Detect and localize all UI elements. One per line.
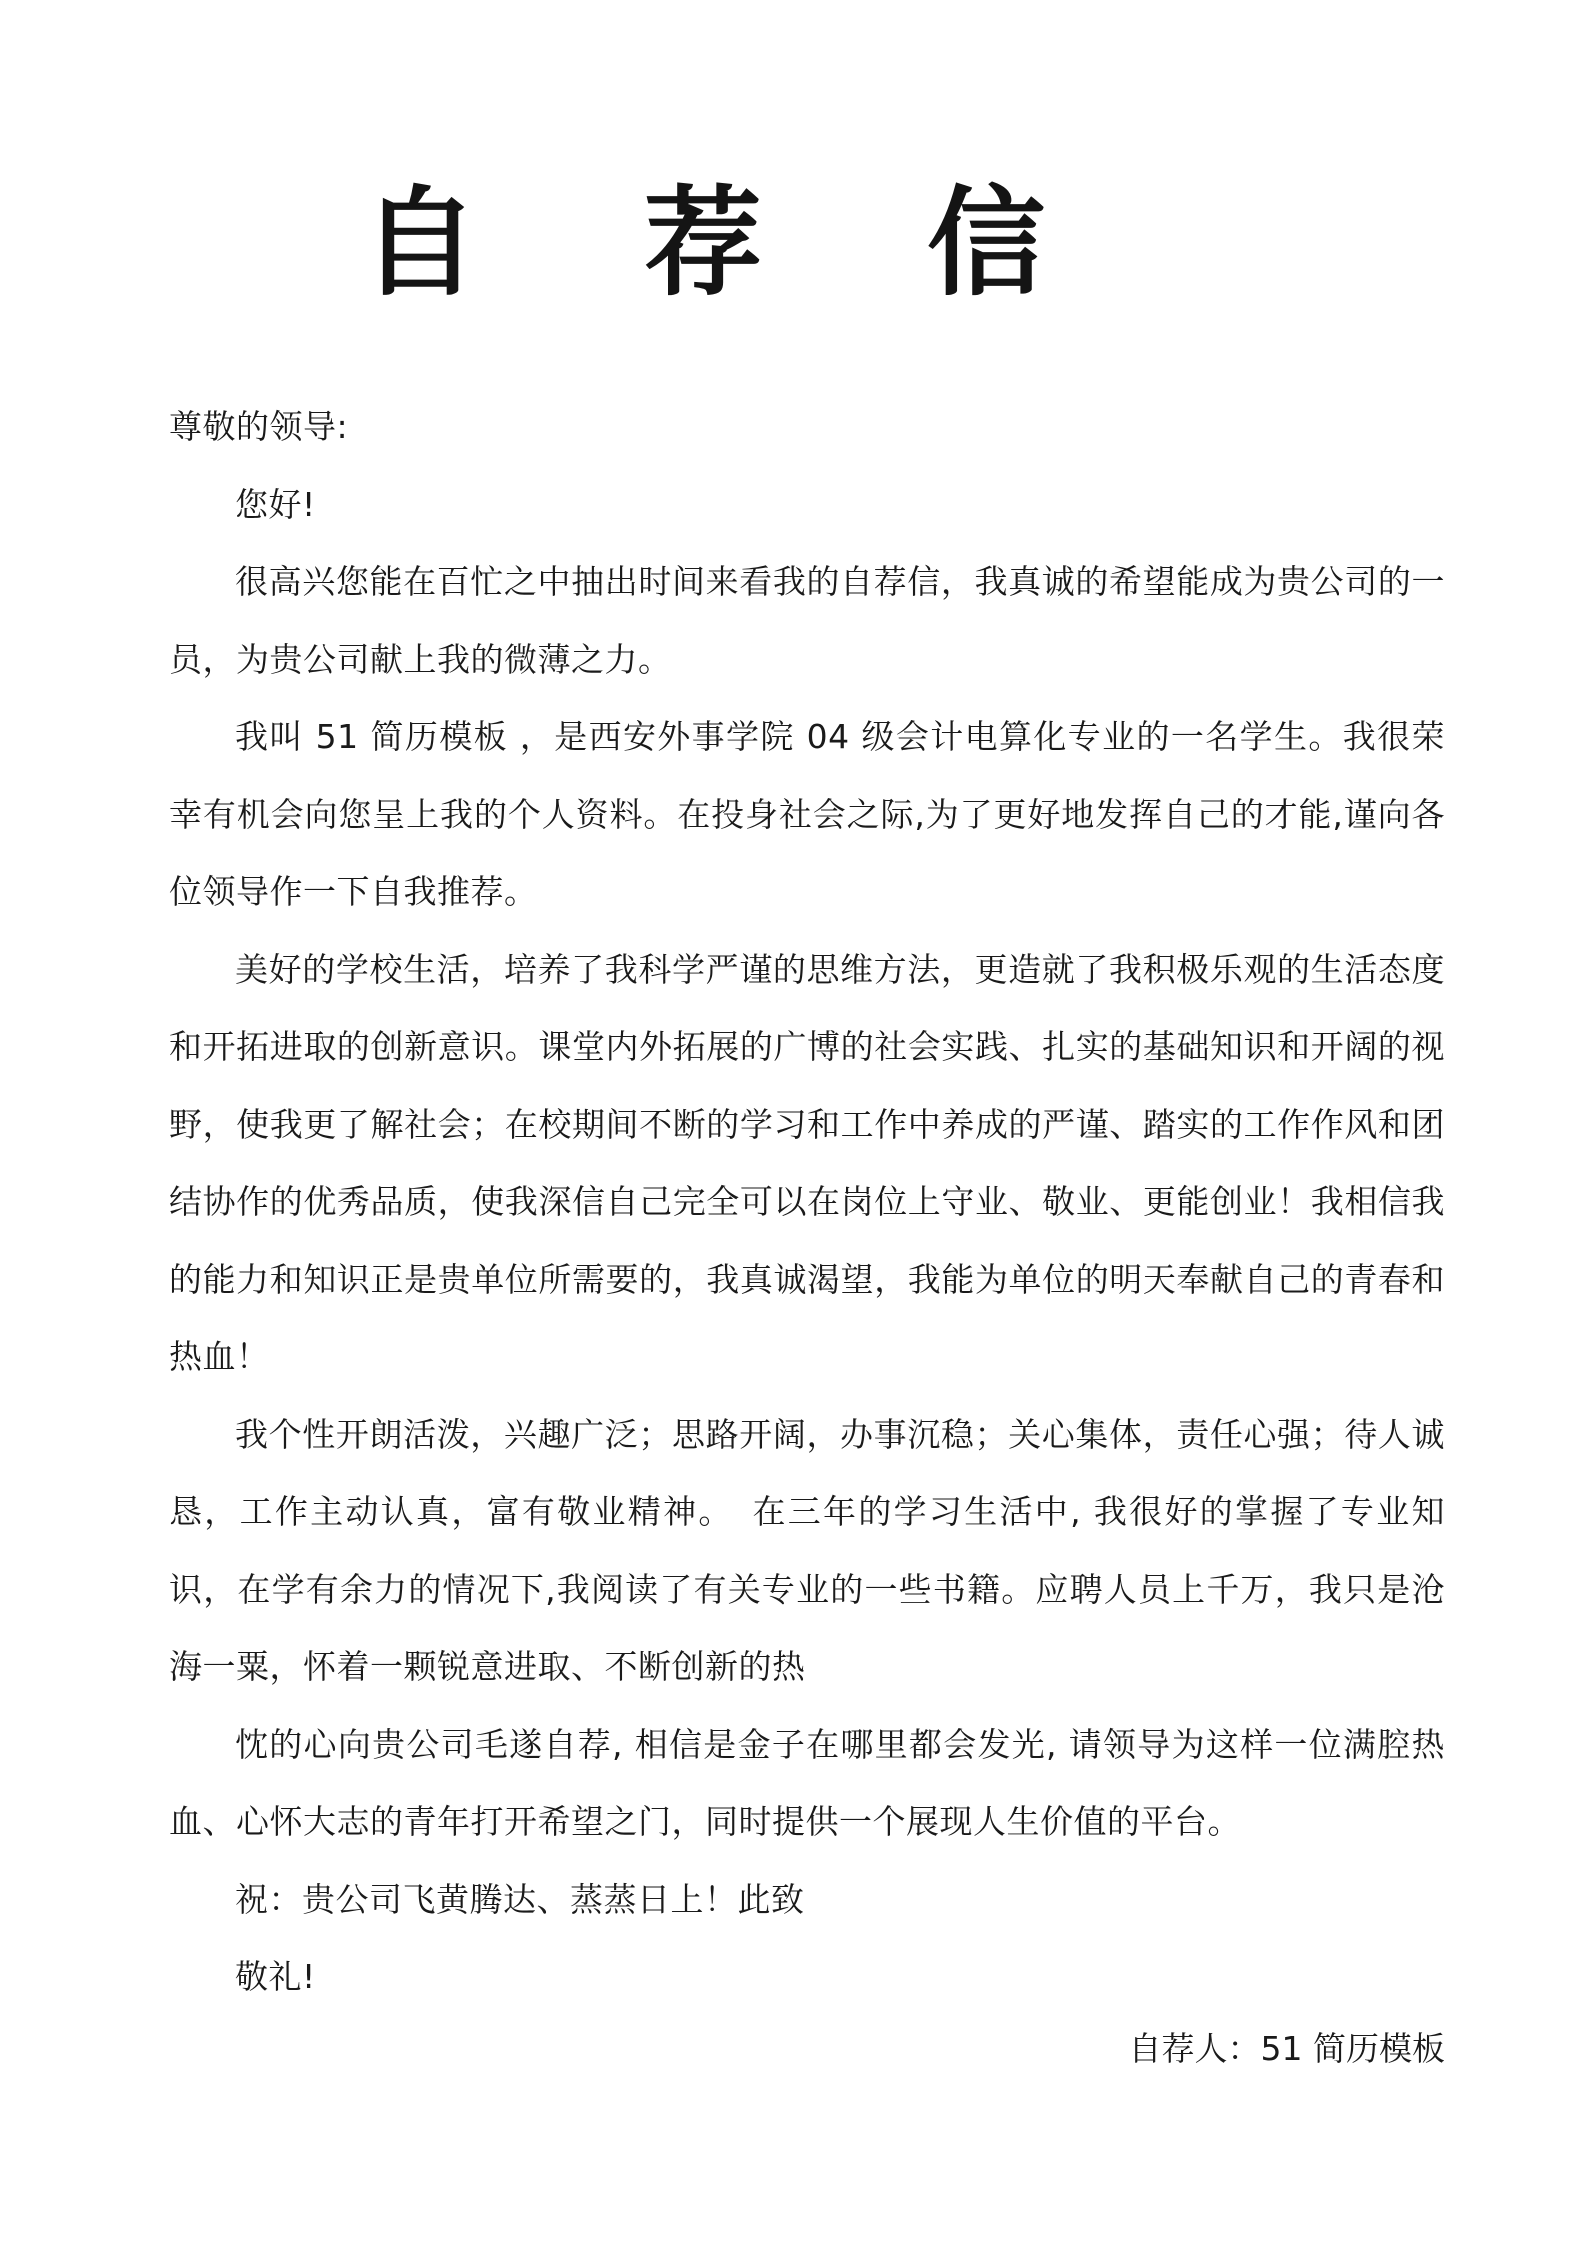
closing-regards: 敬礼!: [235, 1957, 316, 1996]
paragraph-personality: 我个性开朗活泼，兴趣广泛；思路开阔，办事沉稳；关心集体，责任心强；待人诚恳，工作主动认真，富有敬业精神。 在三年的学习生活中, 我很好的掌握了专业知识，在学有余力的情况下,我阅读了有关专业的一些书籍。应聘人员上千万，我只是沧海一粟，怀着一颗锐意进取、不断创新的热: [169, 1414, 1445, 1686]
paragraph-intro: 很高兴您能在百忙之中抽出时间来看我的自荐信，我真诚的希望能成为贵公司的一员，为贵公司献上我的微薄之力。: [169, 562, 1445, 679]
signature: 自荐人：51 简历模板: [1128, 2029, 1445, 2068]
closing-wish: 祝：贵公司飞黄腾达、蒸蒸日上！此致: [235, 1879, 805, 1919]
letter-title: 自 荐 信: [360, 174, 1108, 312]
letter-body: [169, 388, 1445, 2016]
paragraph-self-introduction: 我叫 51 简历模板 ，是西安外事学院 04 级会计电算化专业的一名学生。我很荣幸有机会向您呈上我的个人资料。在投身社会之际,为了更好地发挥自己的才能,谨向各位领导作一下自我推荐。: [169, 717, 1445, 911]
salutation: 尊敬的领导:: [169, 407, 349, 446]
paragraph-recommendation: 忱的心向贵公司毛遂自荐, 相信是金子在哪里都会发光, 请领导为这样一位满腔热血、心怀大志的青年打开希望之门，同时提供一个展现人生价值的平台。: [169, 1724, 1445, 1841]
paragraph-school-life: 美好的学校生活，培养了我科学严谨的思维方法，更造就了我积极乐观的生活态度和开拓进取的创新意识。课堂内外拓展的广博的社会实践、扎实的基础知识和开阔的视野，使我更了解社会；在校期间不断的学习和工作中养成的严谨、踏实的工作作风和团结协作的优秀品质，使我深信自己完全可以在岗位上守业、敬业、更能创业！我相信我的能力和知识正是贵单位所需要的，我真诚渴望，我能为单位的明天奉献自己的青春和热血！: [169, 949, 1445, 1376]
greeting: 您好!: [235, 484, 316, 524]
